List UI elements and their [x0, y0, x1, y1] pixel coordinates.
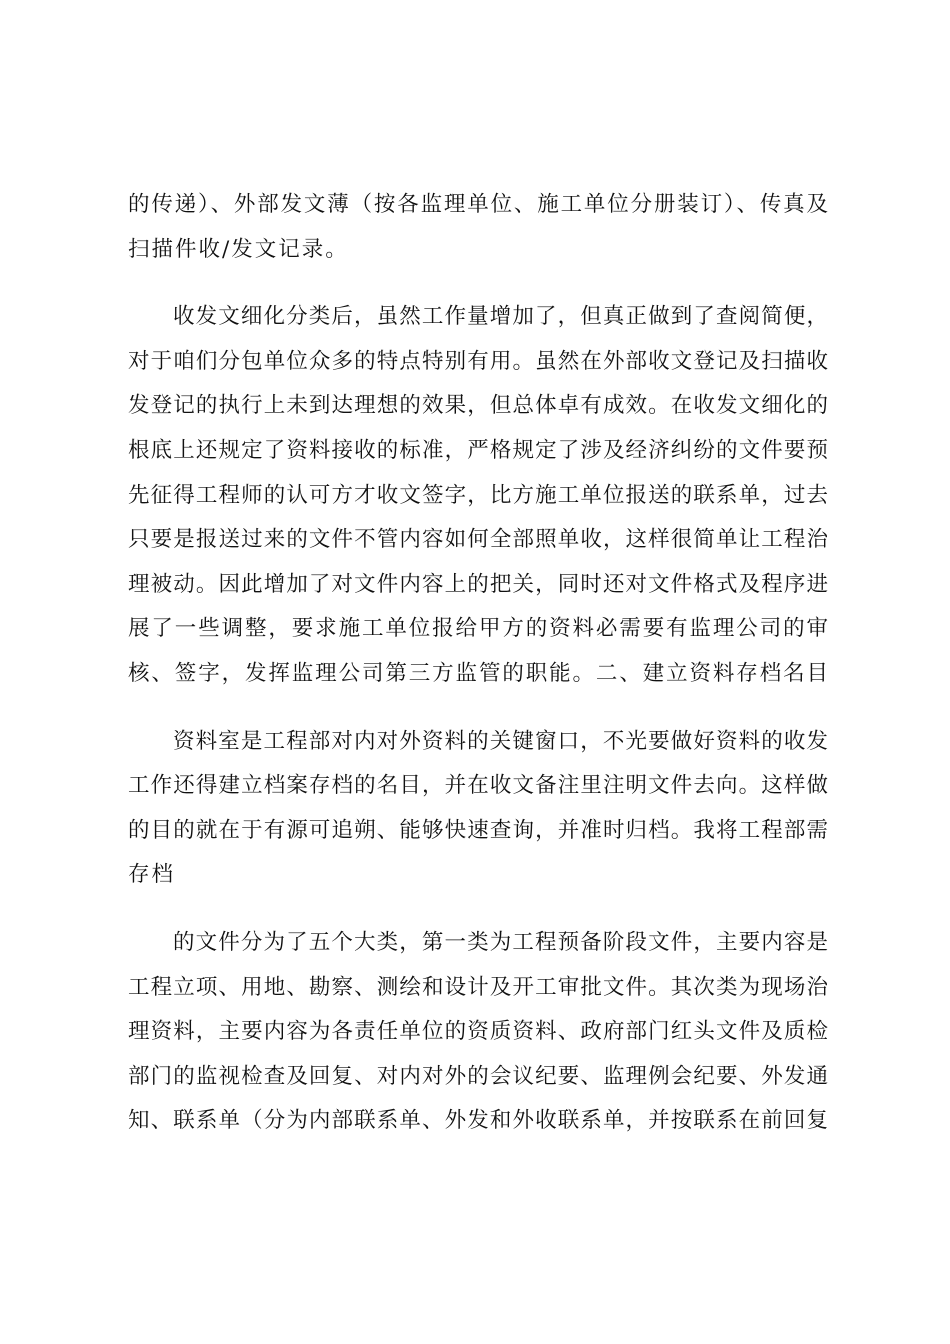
- paragraph: [128, 720, 828, 898]
- text-line: 工作还得建立档案存档的名目，并在收文备注里注明文件去向。这样做: [128, 773, 828, 799]
- text-line: 展了一些调整，要求施工单位报给甲方的资料必需要有监理公司的审: [128, 616, 828, 642]
- text-line: 工程立项、用地、勘察、测绘和设计及开工审批文件。其次类为现场治: [128, 974, 828, 1000]
- text-line: 先征得工程师的认可方才收文签字，比方施工单位报送的联系单，过去: [128, 482, 828, 508]
- text-line: 扫描件收/发文记录。: [128, 236, 349, 262]
- paragraph: [128, 295, 828, 696]
- text-line: 部门的监视检查及回复、对内对外的会议纪要、监理例会纪要、外发通: [128, 1063, 828, 1089]
- document-body: [128, 183, 828, 1144]
- text-line: 根底上还规定了资料接收的标准，严格规定了涉及经济纠纷的文件要预: [128, 437, 828, 463]
- text-line: 发登记的执行上未到达理想的效果，但总体卓有成效。在收发文细化的: [128, 393, 828, 419]
- text-line: 知、联系单（分为内部联系单、外发和外收联系单，并按联系在前回复: [128, 1108, 828, 1134]
- text-line: 收发文细化分类后，虽然工作量增加了，但真正做到了查阅简便，: [173, 304, 828, 330]
- paragraph: [128, 183, 828, 272]
- text-line: 理被动。因此增加了对文件内容上的把关，同时还对文件格式及程序进: [128, 571, 828, 597]
- text-line: 理资料，主要内容为各责任单位的资质资料、政府部门红头文件及质检: [128, 1019, 828, 1045]
- text-line: 存档: [128, 862, 176, 888]
- text-line: 的传递）、外部发文薄（按各监理单位、施工单位分册装订）、传真及: [128, 192, 828, 217]
- text-line: 的目的就在于有源可追朔、能够快速查询，并准时归档。我将工程部需: [128, 817, 828, 843]
- text-line: 资料室是工程部对内对外资料的关键窗口，不光要做好资料的收发: [173, 728, 828, 754]
- text-line: 只要是报送过来的文件不管内容如何全部照单收，这样很简单让工程治: [128, 527, 828, 553]
- paragraph: [128, 921, 828, 1144]
- text-line: 核、签字，发挥监理公司第三方监管的职能。二、建立资料存档名目: [128, 660, 828, 686]
- text-line: 的文件分为了五个大类，第一类为工程预备阶段文件，主要内容是: [173, 929, 828, 955]
- text-line: 对于咱们分包单位众多的特点特别有用。虽然在外部收文登记及扫描收: [128, 348, 828, 374]
